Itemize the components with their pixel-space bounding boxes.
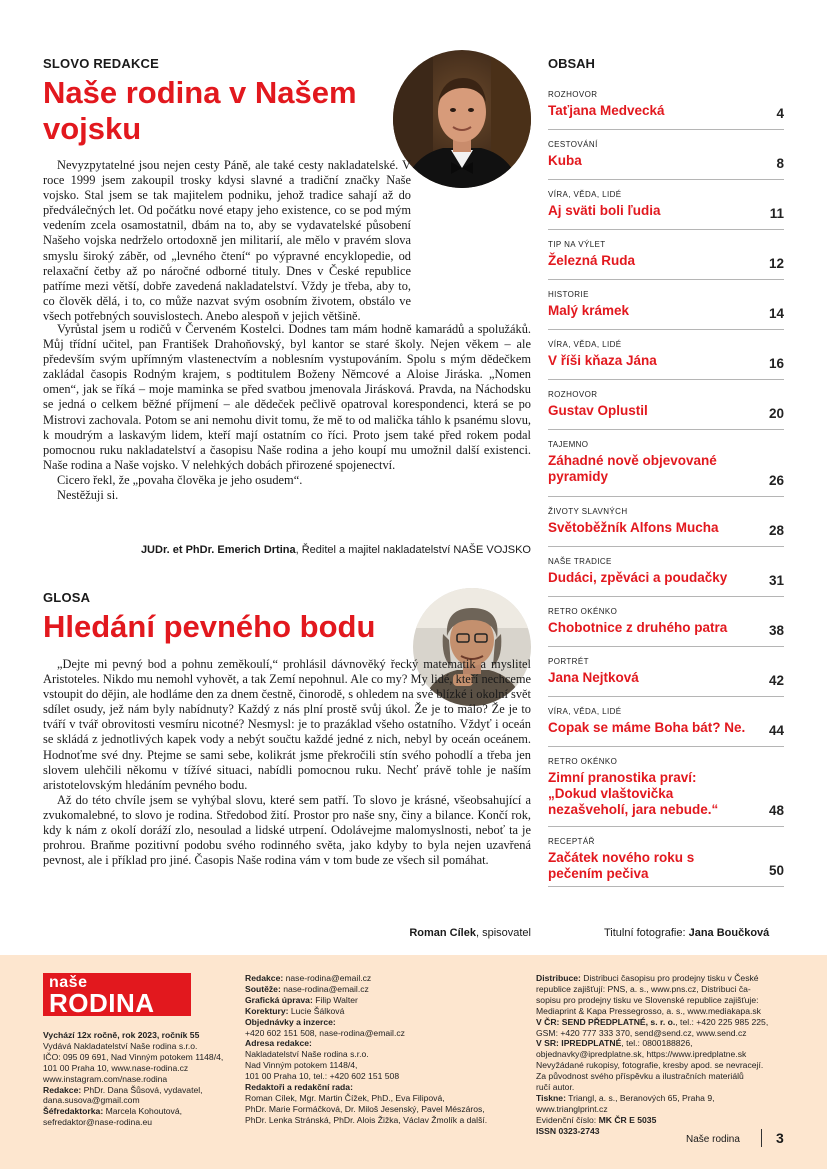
toc-item-page: 16 xyxy=(768,356,784,371)
imprint-distribution xyxy=(536,973,794,1137)
imprint-line xyxy=(245,1028,525,1039)
toc-item xyxy=(548,707,784,747)
toc-item xyxy=(548,757,784,827)
imprint-line-label: Korektury: xyxy=(245,1005,289,1016)
toc-item xyxy=(548,440,784,497)
imprint-line xyxy=(536,1049,794,1060)
toc-item-title: Železná Ruda xyxy=(548,253,636,268)
imprint-line-text: objednavky@ipredplatne.sk, https://www.ipredplatne.sk xyxy=(536,1049,747,1060)
imprint-line-text: 101 00 Praha 10, www.nase-rodina.cz xyxy=(43,1062,189,1073)
imprint-line xyxy=(245,1038,525,1049)
imprint-line xyxy=(245,1104,525,1115)
editorial-paragraph: Cicero řekl, že „povaha člověka je jeho osudem“. xyxy=(57,472,303,487)
toc-item xyxy=(548,657,784,697)
toc-item-page: 50 xyxy=(768,863,784,878)
imprint-line-label: Grafická úprava: xyxy=(245,994,313,1005)
imprint-line xyxy=(536,1071,794,1082)
imprint-line-text: +420 602 151 508, nase-rodina@email.cz xyxy=(245,1027,405,1038)
toc-item-title: Kuba xyxy=(548,153,582,168)
imprint-line-text: Nevyžádané rukopisy, fotografie, kresby apod. se nevracejí. xyxy=(536,1060,764,1071)
imprint-line xyxy=(43,1117,233,1128)
toc-item-page: 4 xyxy=(776,106,784,121)
imprint-line xyxy=(43,1041,233,1052)
footer-divider xyxy=(761,1129,762,1147)
imprint-line-text: 101 00 Praha 10, tel.: +420 602 151 508 xyxy=(245,1071,400,1082)
imprint-line-text: Roman Cílek, Mgr. Martin Čížek, PhD., Eva Filipová, xyxy=(245,1092,445,1103)
toc-item xyxy=(548,507,784,547)
imprint-line-text: Lucie Šálková xyxy=(288,1005,345,1016)
toc-item-title: Jana Nejtková xyxy=(548,670,639,685)
editorial-title: Naše rodina v Našem vojsku xyxy=(43,75,357,146)
glosa-signature-name: Roman Cílek xyxy=(409,927,476,939)
imprint-line-text: , tel.: +420 225 985 225, xyxy=(675,1016,769,1027)
toc-item-title: Copak se máme Boha bát? Ne. xyxy=(548,720,746,735)
toc-item xyxy=(548,240,784,280)
imprint-line-label: Soutěže: xyxy=(245,983,281,994)
imprint-line xyxy=(43,1063,233,1074)
toc-item-page: 31 xyxy=(768,573,784,588)
toc-item-title: Gustav Oplustil xyxy=(548,403,648,418)
imprint-line-text: Mediaprint & Kapa Pressegrosso, a. s., www.mediakapa.sk xyxy=(536,1005,761,1016)
toc-item-category: RETRO OKÉNKO xyxy=(548,607,618,616)
toc-item-title: Chobotnice z druhého patra xyxy=(548,620,728,635)
glosa-signature-role: , spisovatel xyxy=(475,927,531,939)
imprint-line xyxy=(245,984,525,995)
imprint-line-label: Adresa redakce: xyxy=(245,1038,312,1049)
toc-item-title: Malý krámek xyxy=(548,303,630,318)
toc-item-title: Dudáci, zpěváci a poudačky xyxy=(548,570,728,585)
imprint-line-text: Marcela Kohoutová, xyxy=(103,1106,183,1117)
imprint-line-text: sopisu pro prodejny tisku ve Slovenské republice zajišťuje: xyxy=(536,994,759,1005)
imprint-publisher xyxy=(43,1030,233,1128)
imprint-line-label: V SR: IPREDPLATNÉ xyxy=(536,1038,622,1049)
imprint-line-label: V ČR: SEND PŘEDPLATNÉ, s. r. o. xyxy=(536,1016,676,1027)
editorial-signature-name: JUDr. et PhDr. Emerich Drtina xyxy=(140,544,296,556)
toc-item-category: NAŠE TRADICE xyxy=(548,557,612,566)
imprint-line xyxy=(536,1028,794,1039)
imprint-line-label: Redaktoři a redakční rada: xyxy=(245,1082,353,1093)
imprint-line xyxy=(245,1049,525,1060)
toc-item-page: 44 xyxy=(768,723,784,738)
imprint-line-text: nase-rodina@email.cz xyxy=(283,973,372,983)
editorial-paragraph: Vyrůstal jsem u rodičů v Červeném Kostelci. Dodnes tam mám hodně kamarádů a spolužáků. Můj třídní učitel, pan František Drahoňovský, byl kantor se staré školy. Nejen věkem – ale především svým upřímným vlastenectvím a noblesním vystupováním. Spolu s mým dědečkem zakládal časopis Rodným krajem, s podtitulem Boženy Němcové a Aloise Jiráska. „Nomen omen“, jak se říká – moje maminka se před svatbou jmenovala Jirásková. Pravda, na Náchodsku se jedná o celkem běžné příjmení – ale dědeček pečlivě opatroval korespondenci, která se po Mistrovi zachovala. Potom se ani nemohu divit tomu, že mě to od malička táhlo k psanému slovu, k moudrým a laskavým lidem, kteří mají ostatním co říci. Proto jsem také před rokem podal pomocnou ruku nakladatelství a časopisu Naše rodina a jeho koupí mu umožnil další existenci. Naše rodina a Naše vojsko. V nelehkých dobách přirozené spojenectví. xyxy=(43,322,531,472)
imprint-editorial xyxy=(245,973,525,1126)
imprint-line xyxy=(43,1030,233,1041)
imprint-line-label: Distribuce: xyxy=(536,973,581,983)
toc-item-category: TIP NA VÝLET xyxy=(548,240,606,249)
imprint-line xyxy=(245,1082,525,1093)
toc-item-title: Světoběžník Alfons Mucha xyxy=(548,520,719,535)
editorial-kicker: SLOVO REDAKCE xyxy=(43,56,160,71)
toc-item xyxy=(548,390,784,430)
imprint-line xyxy=(536,1017,794,1028)
toc-item-category: ROZHOVOR xyxy=(548,390,598,399)
imprint-line xyxy=(245,1006,525,1017)
imprint-line-text: nase-rodina@email.cz xyxy=(280,983,369,994)
toc-item-title: Záhadné nově objevované pyramidy xyxy=(548,453,717,484)
imprint-line xyxy=(245,1060,525,1071)
toc-item-category: VÍRA, VĚDA, LIDÉ xyxy=(548,340,622,349)
toc-item-title: Začátek nového roku s pečením pečiva xyxy=(548,850,695,881)
toc-item-page: 48 xyxy=(768,803,784,818)
imprint-line-text: Evidenční číslo: xyxy=(536,1114,599,1125)
toc-item-page: 42 xyxy=(768,673,784,688)
logo-text-top: naše xyxy=(49,974,88,991)
imprint-line xyxy=(536,973,794,984)
editorial-signature xyxy=(43,544,531,556)
toc-item-category: ROZHOVOR xyxy=(548,90,598,99)
imprint-line xyxy=(245,1071,525,1082)
imprint-line-label: Tiskne: xyxy=(536,1092,566,1103)
toc-item-page: 20 xyxy=(768,406,784,421)
toc-item xyxy=(548,607,784,647)
imprint-line-label: Objednávky a inzerce: xyxy=(245,1016,336,1027)
toc-item-category: RECEPTÁŘ xyxy=(548,837,595,846)
logo-text-bottom: RODINA xyxy=(49,988,155,1018)
toc-item-title: Zimní pranostika praví: „Dokud vlaštovička nezašveholí, jara nebude.“ xyxy=(548,770,719,817)
imprint-line-label: Šéfredaktorka: xyxy=(43,1106,104,1117)
imprint-line-text: GSM: +420 777 333 370, send@send.cz, www.send.cz xyxy=(536,1027,747,1038)
editorial-paragraph: Nestěžuji si. xyxy=(57,488,119,503)
imprint-line-text: sefredaktor@nase-rodina.eu xyxy=(43,1117,153,1128)
imprint-line-text: PhDr. Marie Formáčková, Dr. Miloš Jesenský, Pavel Mészáros, xyxy=(245,1103,485,1114)
toc-item-title: Aj sväti boli ľudia xyxy=(548,203,661,218)
imprint-line-text: ručí autor. xyxy=(536,1082,575,1093)
imprint-line-text: Filip Walter xyxy=(312,994,358,1005)
photo-credit xyxy=(604,927,769,939)
glosa-title: Hledání pevného bodu xyxy=(43,609,376,644)
toc-item-category: PORTRÉT xyxy=(548,657,589,666)
glosa-paragraph: Až do této chvíle jsem se vyhýbal slovu, které sem patří. To slovo je krásné, všeobsahující a zvukomalebné, to slovo je rodina. Středobod žití. Prostor pro naše sny, činy a bilance. Končí rok, kdy k nám z okolí doráží zlo, nesoulad a lidské utrpení. Odolávejme malomyslnosti, neboť ta je prohrou. Braňme pozitivní podobu svého rodinného světa, jako kdyby to byla nejen uzavřená pevnost, ale i příklad pro jiné. Časopis Naše rodina vám v tom bude ze všech sil pomáhat. xyxy=(43,792,531,868)
toc-item-category: CESTOVÁNÍ xyxy=(548,140,598,149)
toc-item-title: V říši kňaza Jána xyxy=(548,353,657,368)
glosa-signature xyxy=(43,927,531,939)
imprint-line xyxy=(43,1085,233,1096)
imprint-line xyxy=(536,1126,794,1137)
imprint-line-label: ISSN 0323-2743 xyxy=(536,1125,600,1136)
page-number: 3 xyxy=(776,1130,784,1146)
toc-item xyxy=(548,340,784,380)
toc-item-category: RETRO OKÉNKO xyxy=(548,757,618,766)
toc-item-page: 12 xyxy=(768,256,784,271)
imprint-line-text: Za původnost svého příspěvku a ilustračních materiálů xyxy=(536,1071,744,1082)
toc-item xyxy=(548,837,784,887)
imprint-line xyxy=(536,1104,794,1115)
glosa-kicker: GLOSA xyxy=(43,590,91,605)
toc-item xyxy=(548,90,784,130)
imprint-line xyxy=(536,1115,794,1126)
toc-item xyxy=(548,557,784,597)
imprint-line xyxy=(536,1006,794,1017)
imprint-line-label: Redakce: xyxy=(245,973,284,983)
editorial-body xyxy=(43,158,531,324)
toc-item-page: 8 xyxy=(776,156,784,171)
toc-item-page: 28 xyxy=(768,523,784,538)
glosa-body xyxy=(43,657,531,868)
toc-item-category: TAJEMNO xyxy=(548,440,589,449)
imprint-line xyxy=(43,1106,233,1117)
imprint-line xyxy=(245,1017,525,1028)
toc-item-category: VÍRA, VĚDA, LIDÉ xyxy=(548,190,622,199)
imprint-line xyxy=(245,1115,525,1126)
imprint-line-text: Nakladatelství Naše rodina s.r.o. xyxy=(245,1049,369,1060)
imprint-line xyxy=(536,1060,794,1071)
imprint-line-text: IČO: 095 09 691, Nad Vinným potokem 1148/4, xyxy=(43,1051,224,1062)
imprint-line-text: PhDr. Lenka Stránská, PhDr. Alois Žižka, Václav Žmolík a další. xyxy=(245,1114,488,1125)
imprint-line-text: www.trianglprint.cz xyxy=(536,1103,608,1114)
toc-item-page: 14 xyxy=(768,306,784,321)
imprint-line-text: Triangl, a. s., Beranových 65, Praha 9, xyxy=(565,1092,715,1103)
imprint-line-text: PhDr. Dana Šůsová, vydavatel, xyxy=(81,1084,203,1095)
imprint-line-text: Distribuci časopisu pro prodejny tisku v České xyxy=(580,973,759,983)
imprint-line-label: Vychází 12x ročně, rok 2023, ročník 55 xyxy=(43,1030,200,1040)
toc-item-page: 26 xyxy=(768,473,784,488)
footer-magazine-name: Naše rodina xyxy=(686,1134,740,1145)
photo-credit-name: Jana Boučková xyxy=(688,927,770,939)
imprint-line xyxy=(536,1038,794,1049)
imprint-line xyxy=(245,1093,525,1104)
toc-item-category: VÍRA, VĚDA, LIDÉ xyxy=(548,707,622,716)
toc-item-category: HISTORIE xyxy=(548,290,589,299)
editorial-body-continued xyxy=(43,322,531,503)
toc-item xyxy=(548,140,784,180)
imprint-line-text: dana.susova@gmail.com xyxy=(43,1095,140,1106)
imprint-line-text: Vydává Nakladatelství Naše rodina s.r.o. xyxy=(43,1040,198,1051)
imprint-line xyxy=(245,973,525,984)
imprint-line-label: Redakce: xyxy=(43,1084,82,1095)
imprint-line-text: www.instagram.com/nase.rodina xyxy=(43,1073,168,1084)
imprint-line xyxy=(43,1095,233,1106)
nase-rodina-logo xyxy=(43,973,191,1016)
photo-credit-label: Titulní fotografie: xyxy=(604,927,689,939)
toc-item xyxy=(548,190,784,230)
toc-item-category: ŽIVOTY SLAVNÝCH xyxy=(548,507,628,516)
toc-item-title: Taťjana Medvecká xyxy=(548,103,665,118)
imprint-line xyxy=(43,1074,233,1085)
imprint-line-text: , tel.: 0800188826, xyxy=(621,1038,693,1049)
imprint-line-text: republice zajišťují: PNS, a. s., www.pns.cz, Distribuci ča- xyxy=(536,983,751,994)
registration-number: MK ČR E 5035 xyxy=(598,1114,657,1125)
imprint-line xyxy=(536,1093,794,1104)
imprint-line xyxy=(245,995,525,1006)
toc-title: OBSAH xyxy=(548,56,595,71)
imprint-line xyxy=(43,1052,233,1063)
toc-item-page: 11 xyxy=(769,206,784,221)
imprint-line xyxy=(536,995,794,1006)
imprint-line xyxy=(536,984,794,995)
editorial-signature-role: , Ředitel a majitel nakladatelství NAŠE VOJSKO xyxy=(295,544,531,556)
imprint-line xyxy=(536,1082,794,1093)
toc-item xyxy=(548,290,784,330)
toc-item-page: 38 xyxy=(768,623,784,638)
editorial-paragraph: Nevyzpytatelné jsou nejen cesty Páně, ale také cesty nakladatelské. V roce 1999 jsem zakoupil trosky kdysi slavné a tradiční značky Naše vojsko. Stal jsem se tak majitelem podniku, jehož tradice sahají až do předválečných let. Od počátku nové etapy jeho existence, co se pod mým vedením zcela osamostatnil, dbám na to, aby se vydavatelské působení Našeho vojska nedrželo ortodoxně jen militarií, ale mělo v pravém slova smyslu široký záběr, od „levného čtení“ po výpravné encyklopedie, od relaxační četby až po náročné odborné tituly. Dnes v České republice patříme mezi větší, dobře zavedená nakladatelství. Vždy je třeba, aby to, co člověk dělá, i to, co může nazvat svým osobním životem, obstálo ve všech potřebných souvislostech. Anebo alespoň v jejich většině. xyxy=(43,158,411,323)
imprint-line-text: Nad Vinným potokem 1148/4, xyxy=(245,1060,358,1071)
glosa-paragraph: „Dejte mi pevný bod a pohnu zeměkoulí,“ prohlásil dávnověký řecký matematik a myslitel Aristoteles. Nikdo mu nemohl vyhovět, a tak Zemí nepohnul. Ale co my? My lidé, kteří nechceme vstoupit do dějin, ale hodláme den za dnem čestně, činorodě, s ohledem na své blízké i okolní svět sdílet osudy, jež nám byly nabídnuty? Každý z nás plní prostě svůj úkol. Že je to málo? Že je to tváří v tvář obrovitosti vesmíru nicotné? Nesmysl: je to prazáklad všeho ostatního. Vždyť i oceán se skládá z jednotlivých kapek vody a nebýt součtu každé jedné z nich, nebyl by oceán oceánem. Hodnoťme své dny. Ptejme se sami sebe, kolikrát jsme překročili stín svého pohodlí a třeba jen slovem ulehčili někomu v tížívé situaci, nabídli pomocnou ruku. Nechť právě tohle je naším aristotelovským hledáním pevného bodu. xyxy=(43,657,531,792)
